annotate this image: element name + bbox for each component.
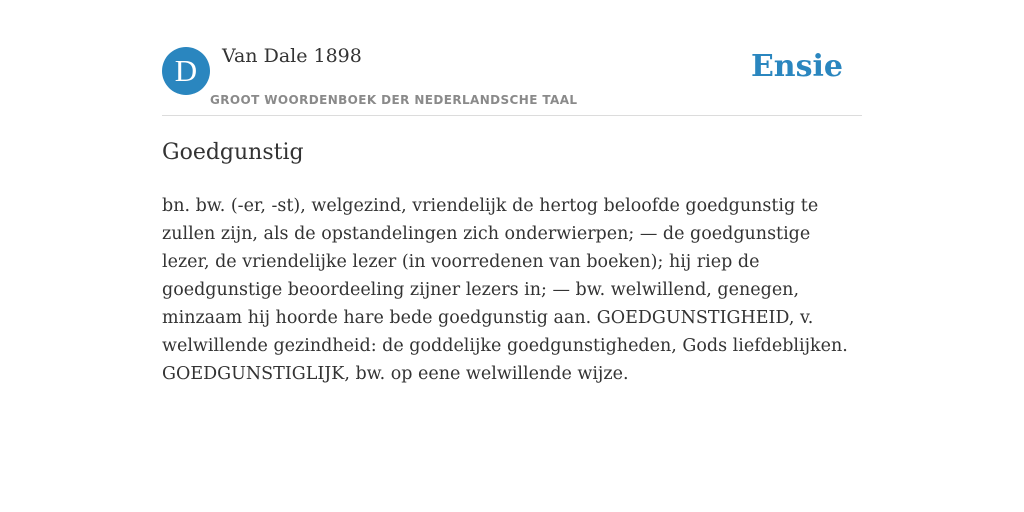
- dictionary-header: [162, 0, 862, 116]
- entry-title: Goedgunstig: [162, 140, 304, 165]
- dictionary-subtitle: GROOT WOORDENBOEK DER NEDERLANDSCHE TAAL: [210, 93, 578, 107]
- dictionary-avatar[interactable]: D: [162, 47, 210, 95]
- entry-definition: bn. bw. (-er, -st), welgezind, vriendelijk de hertog beloofde goedgunstig te zullen zijn, als de opstandelingen zich onderwierpen; — de goedgunstige lezer, de vriendelijke lezer (in voorredenen van boeken); hij riep de goedgunstige beoordeeling zijner lezers in; — bw. welwillend, genegen, minzaam hij hoorde hare bede goedgunstig aan. GOEDGUNSTIGHEID, v. welwillende gezindheid: de goddelijke goedgunstigheden, Gods liefdeblijken. GOEDGUNSTIGLIJK, bw. op eene welwillende wijze.: [162, 196, 848, 384]
- ensie-logo[interactable]: Ensie: [750, 49, 843, 84]
- dictionary-title[interactable]: Van Dale 1898: [222, 45, 362, 67]
